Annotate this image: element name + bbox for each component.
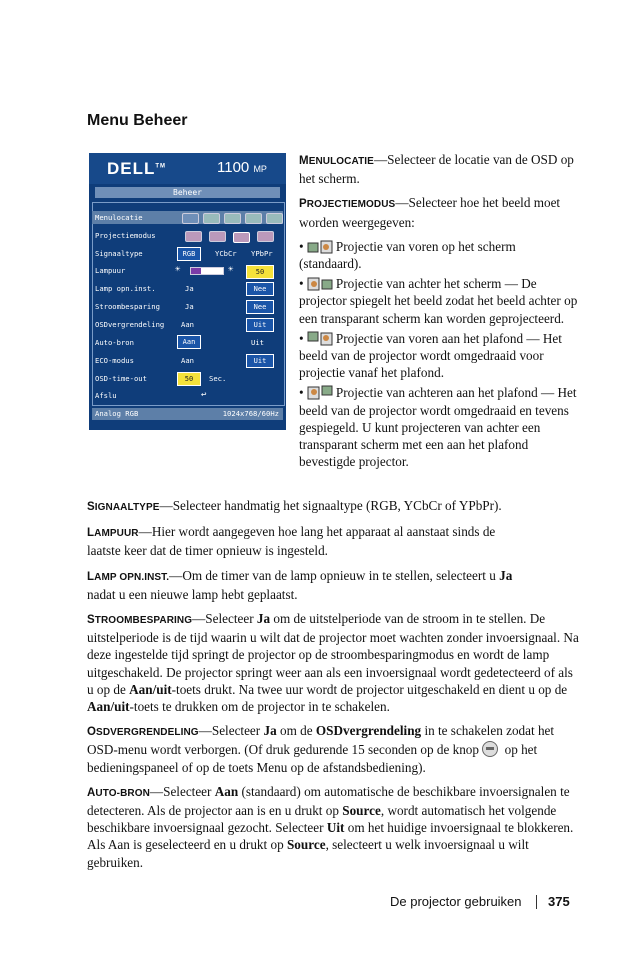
projectiemodus-paragraph: PROJECTIEMODUS—Selecteer hoe het beeld moet worden weergegeven: [299, 195, 561, 230]
section-heading: Menu Beheer [87, 112, 188, 129]
signaaltype-paragraph: SIGNAALTYPE—Selecteer handmatig het signaaltype (RGB, YCbCr of YPbPr). [87, 498, 502, 513]
dell-logo: DELL™ [107, 159, 167, 178]
projection-rear-icon[interactable] [209, 231, 226, 242]
osd-row-projectiemodus[interactable]: Projectiemodus [95, 231, 156, 240]
projection-front-icon[interactable] [185, 231, 202, 242]
full-width-text [87, 497, 581, 878]
bullet-rear-projection: • Projectie van achter het scherm — De projector spiegelt het beeld zodat het beeld achter op een transparant scherm kan worden geprojecteerd. [299, 276, 578, 326]
ceiling-front-projection-icon [307, 331, 333, 346]
footer-separator [536, 895, 537, 909]
model-label: 1100 MP [217, 159, 267, 176]
osd-row-auto-bron[interactable]: Auto-bron [95, 338, 134, 347]
eco-mode-option[interactable]: Uit [246, 354, 274, 368]
osd-row-menulocatie[interactable]: Menulocatie [92, 211, 283, 224]
osdvergrendeling-paragraph: OSDVERGRENDELING—Selecteer Ja om de OSDvergrendeling in te schakelen zodat het OSD-menu wordt verborgen. (Of druk gedurende 15 seconden op de knop op het bedieningspaneel of op de toets Menu op de afstandsbediening). [87, 723, 555, 775]
menu-position-icon[interactable] [203, 213, 220, 224]
auto-source-option[interactable]: Uit [251, 338, 264, 347]
menu-position-icon[interactable] [245, 213, 262, 224]
signal-ycbcr-option[interactable]: YCbCr [215, 249, 237, 258]
osd-row-lamp-reset[interactable]: Lamp opn.inst. [95, 284, 156, 293]
menu-position-icon[interactable] [266, 213, 283, 224]
osd-timeout-value[interactable]: 50 [177, 372, 201, 386]
menu-position-icon[interactable] [224, 213, 241, 224]
bullet-ceiling-front-projection: • Projectie van voren aan het plafond — Het beeld van de projector wordt omgedraaid voor projectie vanaf het plafond. [299, 330, 562, 381]
lamp-reset-option[interactable]: Nee [246, 282, 274, 296]
signal-rgb-option[interactable]: RGB [177, 247, 201, 261]
osd-row-eco-modus[interactable]: ECO-modus [95, 356, 134, 365]
menu-button-icon [482, 741, 498, 757]
menulocatie-paragraph: MENULOCATIE—Selecteer de locatie van de OSD op het scherm. [299, 152, 574, 187]
bullet-front-projection: • Projectie van voren op het scherm (standaard). [299, 238, 516, 272]
power-saving-value: Ja [185, 302, 194, 311]
osd-lock-value: Aan [181, 320, 194, 329]
signal-ypbpr-option[interactable]: YPbPr [251, 249, 273, 258]
power-saving-option[interactable]: Nee [246, 300, 274, 314]
osd-row-osd-lock[interactable]: OSDvergrendeling [95, 320, 165, 329]
exit-icon[interactable]: ↩ [201, 390, 207, 400]
footer-chapter-label: De projector gebruiken [390, 894, 522, 909]
eco-mode-value: Aan [181, 356, 194, 365]
osd-row-stroombesparing[interactable]: Stroombesparing [95, 302, 160, 311]
lamp-hours-value: 50 [246, 265, 274, 279]
stroombesparing-paragraph: STROOMBESPARING—Selecteer Ja om de uitstelperiode van de stroom in te stellen. De uitstelperiode is de tijd waarin u wilt dat de projector moet wachten zonder invoersignaal. Na deze ingestelde tijd springt de projector op de stroombesparingmodus en wordt de lamp uitgeschakeld. De projector springt weer aan als een invoersignaal wordt gedetecteerd of als u op de Aan/uit-toets drukt. Na twee uur wordt de projector uitgeschakeld en dient u op de Aan/uit-toets te drukken om de projector in te schakelen. [87, 611, 579, 715]
osd-status-bar: Analog RGB 1024x768/60Hz [92, 408, 283, 420]
osd-row-afsluiten[interactable]: Afslu [95, 391, 117, 400]
lamp-reset-paragraph: LAMP OPN.INST.—Om de timer van de lamp opnieuw in te stellen, selecteert u Ja nadat u een nieuwe lamp hebt geplaatst. [87, 567, 513, 602]
osd-header [89, 153, 286, 184]
auto-source-value[interactable]: Aan [177, 335, 201, 349]
osd-lock-option[interactable]: Uit [246, 318, 274, 332]
auto-bron-paragraph: AUTO-BRON—Selecteer Aan (standaard) om automatische de beschikbare invoersignalen te detecteren. Als de projector aan is en u drukt op Source, wordt automatisch het volgende beschikbare invoersignaal gezocht. Selecteer Uit om het huidige invoersignaal te blokkeren. Als Aan is geselecteerd en u drukt op Source, selecteert u welk invoersignaal u wilt gebruiken. [87, 783, 574, 870]
lamp-high-icon: ☀ [228, 265, 234, 275]
lamp-hours-bar [190, 267, 224, 275]
lamp-reset-value: Ja [185, 284, 194, 293]
osd-row-signaaltype[interactable]: Signaaltype [95, 249, 143, 258]
lampuur-paragraph: LAMPUUR—Hier wordt aangegeven hoe lang het apparaat al aanstaat sinds de laatste keer dat de timer opnieuw is ingesteld. [87, 524, 496, 559]
osd-row-lampuur: Lampuur [95, 266, 126, 275]
osd-row-osd-timeout[interactable]: OSD-time-out [95, 374, 147, 383]
right-column-text [299, 151, 581, 473]
osd-timeout-unit: Sec. [209, 374, 227, 383]
ceiling-rear-projection-icon [307, 385, 333, 400]
page-number: 375 [548, 894, 570, 909]
bullet-ceiling-rear-projection: • Projectie van achteren aan het plafond — Het beeld van de projector wordt omgedraaid en tevens gespiegeld. U kunt projecteren van achter een transparant scherm met een aan het plafond bevestigde projector. [299, 385, 577, 470]
lamp-low-icon: ☀ [175, 265, 181, 275]
projection-ceiling-front-icon[interactable] [233, 232, 250, 243]
front-projection-icon [307, 239, 333, 254]
osd-menu-title: Beheer [95, 187, 280, 198]
projection-ceiling-rear-icon[interactable] [257, 231, 274, 242]
menu-position-icon[interactable] [182, 213, 199, 224]
rear-projection-icon [307, 276, 333, 291]
osd-menu-image [89, 153, 286, 430]
